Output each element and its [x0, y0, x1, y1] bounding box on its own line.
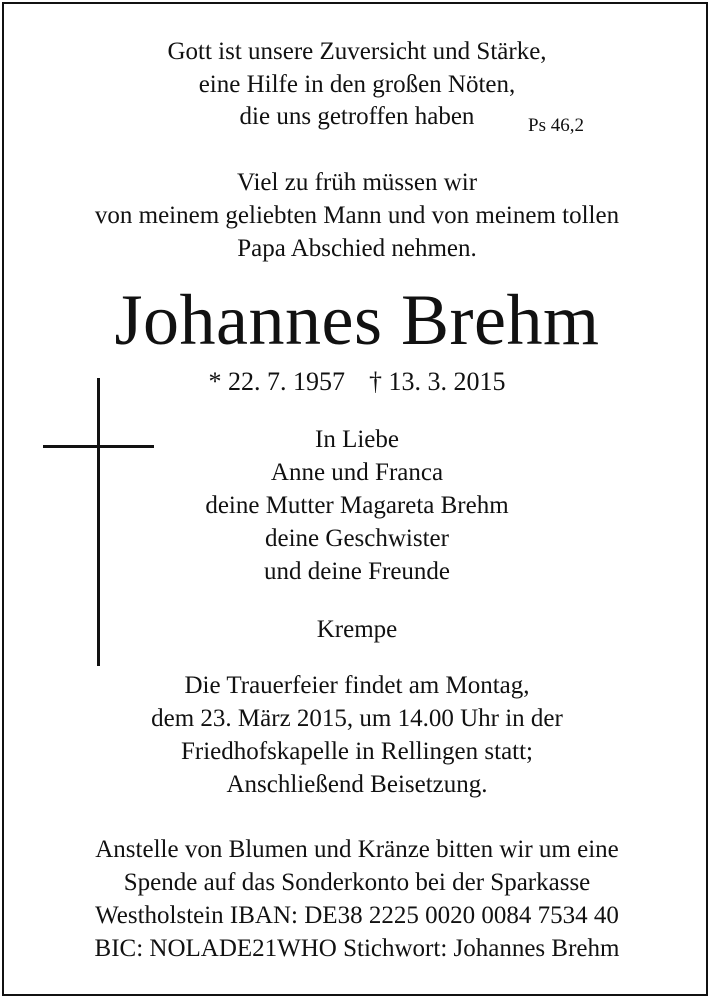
- life-dates: [0, 366, 714, 398]
- intro-line-3: Papa Abschied nehmen.: [237, 235, 477, 262]
- psalm-line-2: eine Hilfe in den großen Nöten,: [198, 71, 516, 98]
- funeral-line-3: Friedhofskapelle in Rellingen statt;: [180, 738, 533, 765]
- funeral-line-2: dem 23. März 2015, um 14.00 Uhr in der: [151, 705, 563, 732]
- mourners-line-3: deine Mutter Magareta Brehm: [205, 492, 509, 519]
- deceased-name: Johannes Brehm: [114, 280, 600, 360]
- funeral-line-4: Anschließend Beisetzung.: [226, 771, 488, 798]
- mourners-place: Krempe: [316, 616, 398, 643]
- donation-line-4: BIC: NOLADE21WHO Stichwort: Johannes Brehm: [94, 935, 620, 962]
- mourners-line-4: deine Geschwister: [265, 525, 449, 552]
- mourners-line-5: und deine Freunde: [263, 558, 451, 585]
- death-date: † 13. 3. 2015: [369, 367, 506, 396]
- psalm-reference: Ps 46,2: [528, 115, 584, 136]
- mourners-line-1: In Liebe: [315, 426, 399, 453]
- donation-line-1: Anstelle von Blumen und Kränze bitten wir um eine: [95, 836, 619, 863]
- mourners-line-2: Anne und Franca: [270, 459, 444, 486]
- birth-date: * 22. 7. 1957: [208, 367, 345, 396]
- psalm-line-3: die uns getroffen haben: [239, 103, 475, 130]
- donation-line-3: Westholstein IBAN: DE38 2225 0020 0084 7534 40: [95, 902, 619, 929]
- intro-line-2: von meinem geliebten Mann und von meinem tollen: [94, 202, 620, 229]
- donation-line-2: Spende auf das Sonderkonto bei der Sparkasse: [123, 869, 591, 896]
- funeral-line-1: Die Trauerfeier findet am Montag,: [184, 672, 530, 699]
- psalm-line-1: Gott ist unsere Zuversicht und Stärke,: [167, 38, 547, 65]
- intro-line-1: Viel zu früh müssen wir: [236, 169, 478, 196]
